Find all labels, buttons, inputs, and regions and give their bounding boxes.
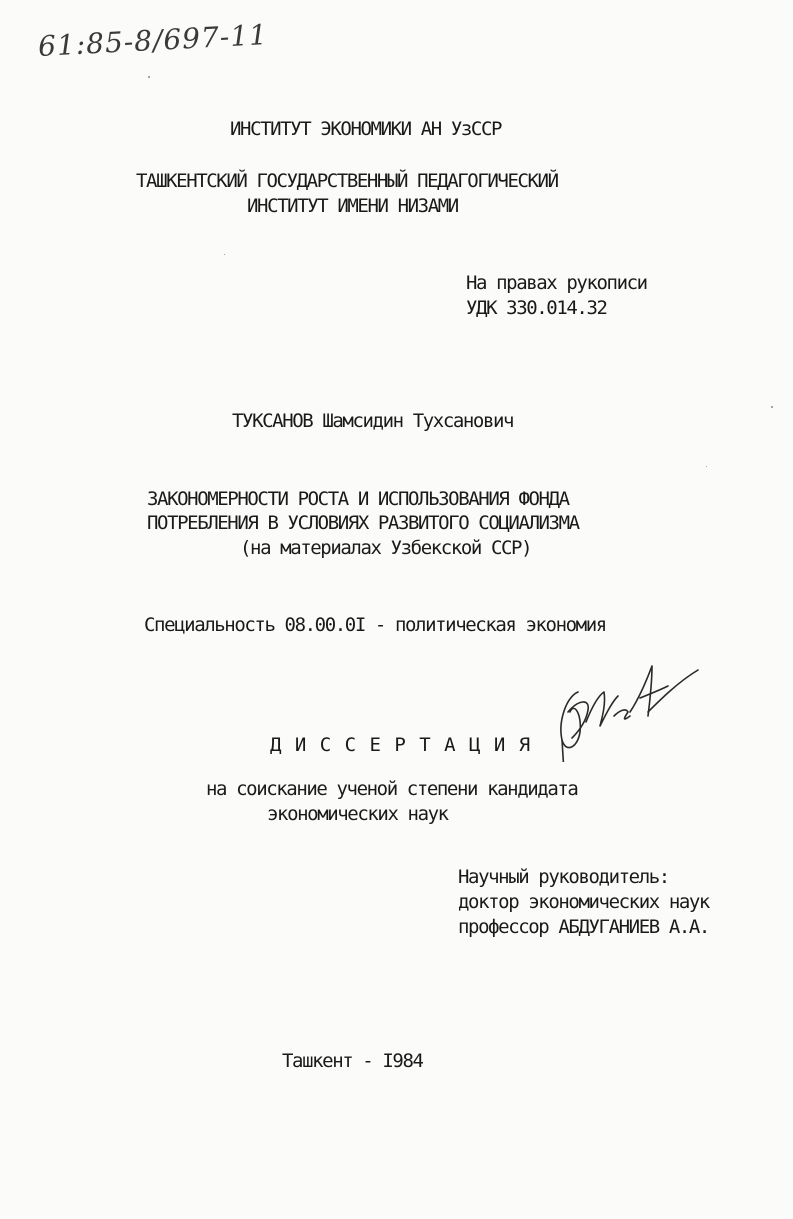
institute-line-3: ИНСТИТУТ ИМЕНИ НИЗАМИ <box>247 195 458 217</box>
specialty: Специальность 08.00.0I - политическая экономия <box>144 614 606 636</box>
institute-line-1: ИНСТИТУТ ЭКОНОМИКИ АН УзССР <box>230 118 502 140</box>
document-type: Д И С С Е Р Т А Ц И Я <box>270 734 532 756</box>
paper-speck <box>148 76 150 78</box>
institute-line-2: ТАШКЕНТСКИЙ ГОСУДАРСТВЕННЫЙ ПЕДАГОГИЧЕСКИЙ <box>136 170 558 192</box>
supervisor-name: профессор АБДУГАНИЕВ А.А. <box>458 916 709 938</box>
paper-speck <box>771 406 773 408</box>
author-name: ТУКСАНОВ Шамсидин Тухсанович <box>232 410 514 432</box>
udc-code: УДК 330.014.32 <box>466 297 607 319</box>
title-line-3: (на материалах Узбекской ССР) <box>240 537 532 559</box>
supervisor-label: Научный руководитель: <box>458 866 669 888</box>
handwritten-signature <box>548 652 708 762</box>
title-line-2: ПОТРЕБЛЕНИЯ В УСЛОВИЯХ РАЗВИТОГО СОЦИАЛИЗМА <box>147 512 579 534</box>
paper-speck <box>224 254 225 255</box>
degree-line-1: на соискание ученой степени кандидата <box>206 778 578 800</box>
manuscript-rights: На правах рукописи <box>466 272 647 294</box>
title-line-1: ЗАКОНОМЕРНОСТИ РОСТА И ИСПОЛЬЗОВАНИЯ ФОНДА <box>147 488 569 510</box>
degree-line-2: экономических наук <box>267 803 448 825</box>
place-and-year: Ташкент - I984 <box>282 1050 423 1072</box>
archive-shelf-mark: 61:85-8/697-11 <box>37 18 269 63</box>
supervisor-degree: доктор экономических наук <box>458 891 709 913</box>
paper-speck <box>706 466 707 467</box>
